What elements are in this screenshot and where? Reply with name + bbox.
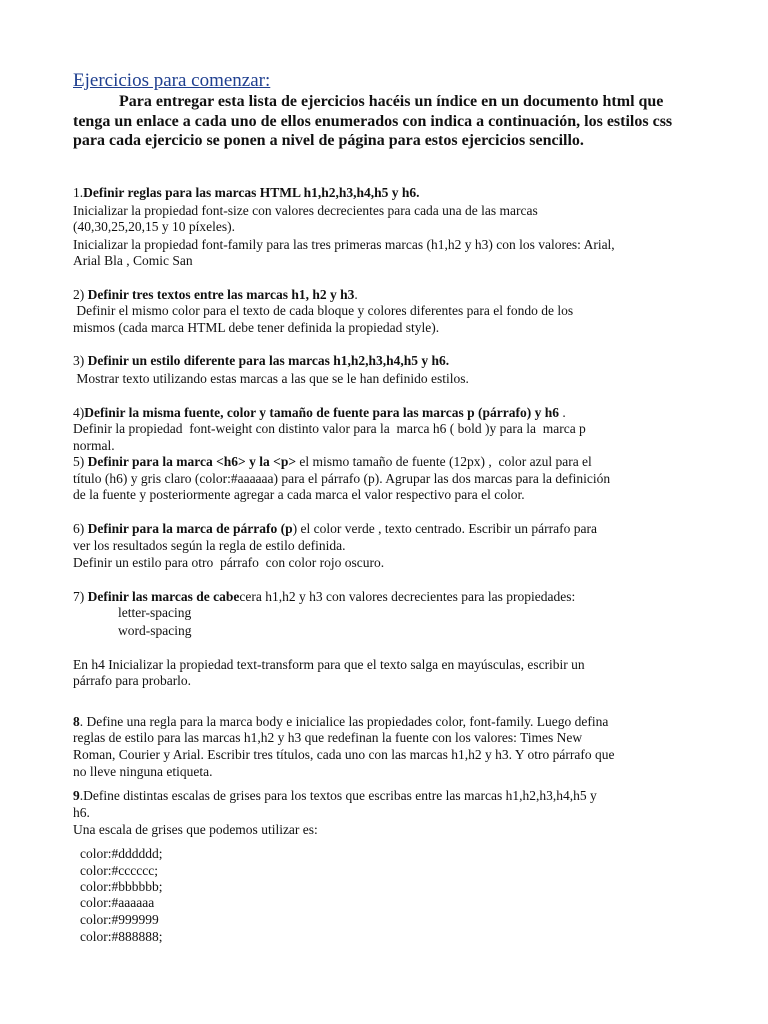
text-line	[73, 520, 597, 538]
text-line	[73, 236, 615, 254]
text-line	[73, 352, 449, 370]
text-run: cera h1,h2 y h3 con valores decrecientes para las propiedades:	[239, 589, 576, 604]
text-line	[73, 420, 586, 438]
text-run: color:#999999	[80, 912, 159, 927]
text-run: el mismo tamaño de fuente (12px) , color azul para el	[296, 454, 592, 469]
text-line	[80, 878, 163, 896]
text-run: Roman, Courier y Arial. Escribir tres títulos, cada uno con las marcas h1,h2 y h3. Y otro párrafo que	[73, 747, 615, 762]
text-line	[73, 252, 193, 270]
text-run: 5)	[73, 454, 88, 469]
text-line	[73, 554, 384, 572]
bold-text: Definir reglas para las marcas HTML h1,h2,h3,h4,h5 y h6.	[83, 185, 420, 200]
text-line	[73, 729, 582, 747]
text-line	[73, 537, 346, 555]
text-run: Una escala de grises que podemos utilizar es:	[73, 822, 318, 837]
text-run: ) el color verde , texto centrado. Escribir un párrafo para	[292, 521, 597, 536]
bold-text: Definir tres textos entre las marcas h1, h2 y h3	[87, 287, 355, 302]
bold-text: Definir para la marca de párrafo (p	[87, 521, 293, 536]
text-run: En h4 Inicializar la propiedad text-transform para que el texto salga en mayúsculas, escribir un	[73, 657, 585, 672]
text-run: . Define una regla para la marca body e inicialice las propiedades color, font-family. Luego defina	[79, 714, 609, 729]
text-line	[73, 713, 608, 731]
text-line	[73, 804, 90, 822]
text-run: .	[354, 287, 358, 302]
text-line	[73, 588, 575, 606]
text-line	[80, 894, 154, 912]
text-run: Mostrar texto utilizando estas marcas a las que se le han definido estilos.	[73, 371, 469, 386]
text-run: título (h6) y gris claro (color:#aaaaaa) para el párrafo (p). Agrupar las dos marcas para la definición	[73, 471, 611, 486]
text-line	[73, 437, 115, 455]
document-title: Ejercicios para comenzar:	[73, 70, 271, 91]
bold-text: Definir las marcas de cabe	[87, 589, 240, 604]
text-line	[73, 672, 191, 690]
text-run: color:#888888;	[80, 929, 163, 944]
text-line	[73, 821, 318, 839]
text-run: word-spacing	[118, 623, 192, 638]
text-run: 6)	[73, 521, 88, 536]
text-run: .Define distintas escalas de grises para los textos que escribas entre las marcas h1,h2,h3,h4,h5 y	[79, 788, 597, 803]
text-line	[80, 845, 163, 863]
bold-text: Definir la misma fuente, color y tamaño de fuente para las marcas p (párrafo) y h6	[84, 405, 559, 420]
text-run: Inicializar la propiedad font-family para las tres primeras marcas (h1,h2 y h3) con los valores: Arial,	[73, 237, 615, 252]
text-line	[73, 763, 212, 781]
text-run: mismos (cada marca HTML debe tener definida la propiedad style).	[73, 320, 440, 335]
text-line	[73, 404, 566, 422]
text-run: (40,30,25,20,15 y 10 píxeles).	[73, 219, 235, 234]
text-run: párrafo para probarlo.	[73, 673, 192, 688]
text-line	[73, 302, 573, 320]
text-run: .	[558, 405, 566, 420]
text-line	[73, 486, 525, 504]
text-run: ver los resultados según la regla de estilo definida.	[73, 538, 346, 553]
text-run: reglas de estilo para las marcas h1,h2 y h3 que redefinan la fuente con los valores: Times New	[73, 730, 583, 745]
text-run: color:#dddddd;	[80, 846, 163, 861]
text-line	[118, 604, 191, 622]
text-run: Inicializar la propiedad font-size con valores decrecientes para cada una de las marcas	[73, 203, 538, 218]
text-run: normal.	[73, 438, 115, 453]
text-line	[73, 202, 538, 220]
text-line	[73, 370, 469, 388]
text-line	[73, 746, 614, 764]
text-run: color:#cccccc;	[80, 863, 158, 878]
text-line	[80, 928, 163, 946]
text-run: Definir el mismo color para el texto de cada bloque y colores diferentes para el fondo de los	[73, 303, 574, 318]
text-run: 2)	[73, 287, 88, 302]
text-run: Definir la propiedad font-weight con distinto valor para la marca h6 ( bold )y para la marca p	[73, 421, 586, 436]
text-run: no lleve ninguna etiqueta.	[73, 764, 213, 779]
bold-text: 8	[73, 714, 80, 729]
text-run: Arial Bla , Comic San	[73, 253, 193, 268]
text-line	[73, 470, 610, 488]
text-line	[73, 319, 439, 337]
text-run: 3)	[73, 353, 88, 368]
text-line	[73, 286, 358, 304]
bold-text: Definir un estilo diferente para las marcas h1,h2,h3,h4,h5 y h6.	[87, 353, 450, 368]
bold-text: 9	[73, 788, 80, 803]
text-line	[73, 787, 597, 805]
text-run: 4)	[73, 405, 85, 420]
text-line	[80, 911, 159, 929]
text-run: 1.	[73, 185, 84, 200]
text-run: 7)	[73, 589, 88, 604]
text-run: h6.	[73, 805, 90, 820]
text-run: color:#aaaaaa	[80, 895, 155, 910]
text-line	[118, 622, 191, 640]
text-run: Definir un estilo para otro párrafo con color rojo oscuro.	[73, 555, 385, 570]
text-run: color:#bbbbbb;	[80, 879, 163, 894]
text-line	[73, 218, 235, 236]
text-run: letter-spacing	[118, 605, 192, 620]
text-run: de la fuente y posteriormente agregar a cada marca el valor respectivo para el color.	[73, 487, 525, 502]
bold-text: Definir para la marca <h6> y la <p>	[87, 454, 297, 469]
text-line	[73, 656, 585, 674]
text-line	[80, 862, 158, 880]
intro-paragraph: Para entregar esta lista de ejercicios hacéis un índice en un documento html que tenga un enlace a cada uno de ellos enumerados con indica a continuación, los estilos css para cada ejercicio se ponen a nivel de página para estos ejercicios sencillo.	[73, 93, 673, 149]
text-line	[73, 453, 592, 471]
text-line	[73, 184, 420, 202]
